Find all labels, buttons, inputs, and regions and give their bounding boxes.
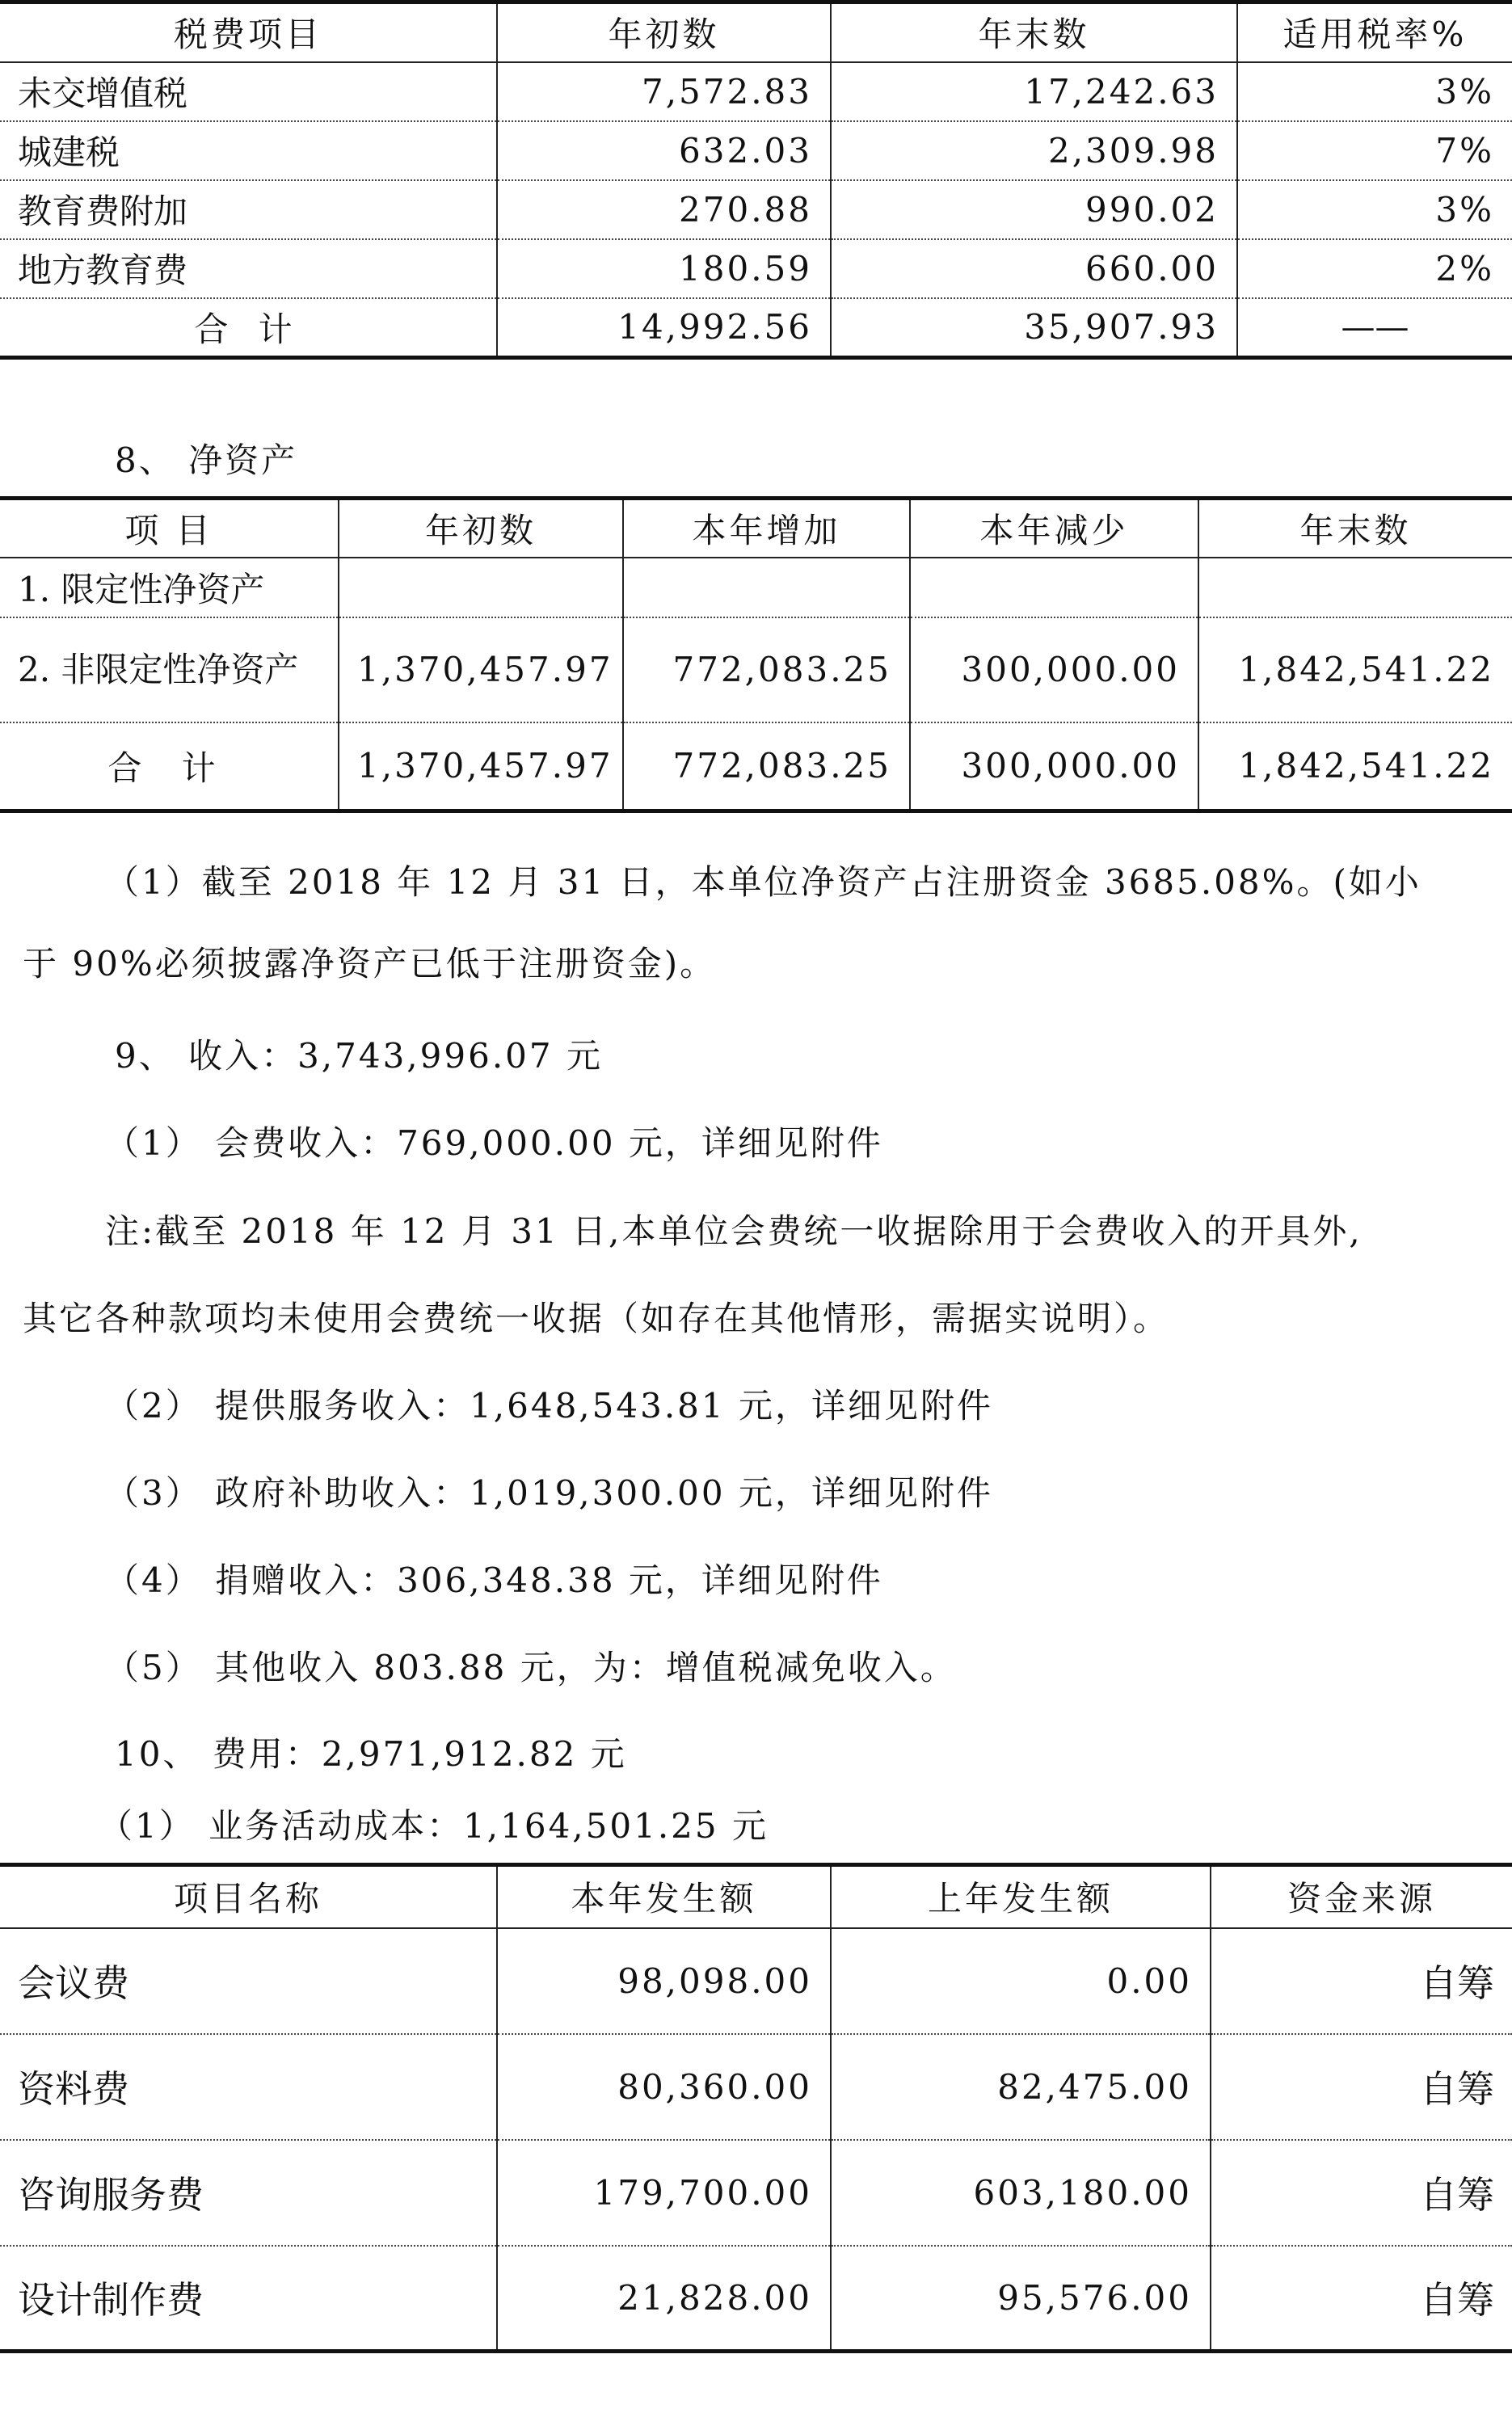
- cell: 21,828.00: [497, 2246, 831, 2352]
- col-header: 年末数: [831, 2, 1237, 62]
- col-header: 税费项目: [0, 2, 497, 62]
- cell: 合 计: [0, 722, 339, 811]
- cell: 14,992.56: [497, 298, 831, 358]
- cell: 7,572.83: [497, 62, 831, 121]
- cell: 7%: [1237, 121, 1512, 180]
- cell: 合 计: [0, 298, 497, 358]
- paragraph-line: （3） 政府补助收入：1,019,300.00 元，详细见附件: [105, 1473, 993, 1513]
- paragraph-line: 9、 收入：3,743,996.07 元: [115, 1036, 603, 1076]
- cell: [910, 558, 1198, 617]
- cell: 3%: [1237, 180, 1512, 239]
- col-header: 本年增加: [623, 499, 910, 558]
- cell: 自筹: [1211, 1928, 1512, 2034]
- cell: 179,700.00: [497, 2140, 831, 2246]
- col-header: 本年减少: [910, 499, 1198, 558]
- paragraph-line: 其它各种款项均未使用会费统一收据（如存在其他情形，需据实说明）。: [23, 1299, 1170, 1338]
- cell: 1. 限定性净资产: [0, 558, 339, 617]
- cell: 95,576.00: [831, 2246, 1211, 2352]
- tax-table: [0, 0, 1512, 360]
- table-total-row: [0, 298, 1512, 358]
- cell: 教育费附加: [0, 180, 497, 239]
- cell: 3%: [1237, 62, 1512, 121]
- cell: [339, 558, 623, 617]
- cell: 603,180.00: [831, 2140, 1211, 2246]
- cell: 300,000.00: [910, 722, 1198, 811]
- cell: 自筹: [1211, 2140, 1512, 2246]
- col-header: 年初数: [497, 2, 831, 62]
- paragraph-line: （1）截至 2018 年 12 月 31 日，本单位净资产占注册资金 3685.08%。(如小: [105, 862, 1421, 902]
- table-header-row: [0, 499, 1512, 558]
- cell: 设计制作费: [0, 2246, 497, 2352]
- col-header: 资金来源: [1211, 1865, 1512, 1928]
- col-header: 上年发生额: [831, 1865, 1211, 1928]
- col-header: 年初数: [339, 499, 623, 558]
- col-header: 本年发生额: [497, 1865, 831, 1928]
- cell: 地方教育费: [0, 239, 497, 298]
- cell: [623, 558, 910, 617]
- paragraph-line: （1） 业务活动成本：1,164,501.25 元: [99, 1806, 769, 1846]
- table-total-row: [0, 722, 1512, 811]
- table-row: [0, 121, 1512, 180]
- cell: 1,370,457.97: [339, 722, 623, 811]
- paragraph-line: （4） 捐赠收入：306,348.38 元，详细见附件: [105, 1560, 883, 1600]
- cell: 80,360.00: [497, 2034, 831, 2140]
- paragraph-line: 10、 费用：2,971,912.82 元: [115, 1734, 627, 1774]
- cell: 98,098.00: [497, 1928, 831, 2034]
- cell: 1,842,541.22: [1198, 722, 1512, 811]
- cost-table: [0, 1863, 1512, 2353]
- table-row: [0, 180, 1512, 239]
- cell: 772,083.25: [623, 617, 910, 722]
- cell: 自筹: [1211, 2246, 1512, 2352]
- table-row: [0, 2140, 1512, 2246]
- table-header-row: [0, 1865, 1512, 1928]
- cell: 1,370,457.97: [339, 617, 623, 722]
- cell: 2. 非限定性净资产: [0, 617, 339, 722]
- table-row: [0, 617, 1512, 722]
- cell: 2%: [1237, 239, 1512, 298]
- paragraph-line: （2） 提供服务收入：1,648,543.81 元，详细见附件: [105, 1386, 993, 1426]
- col-header: 年末数: [1198, 499, 1512, 558]
- net-assets-table: [0, 496, 1512, 813]
- cell: 660.00: [831, 239, 1237, 298]
- cell: 咨询服务费: [0, 2140, 497, 2246]
- table-row: [0, 62, 1512, 121]
- table-row: [0, 239, 1512, 298]
- cell: 17,242.63: [831, 62, 1237, 121]
- cell: 未交增值税: [0, 62, 497, 121]
- table-row: [0, 2246, 1512, 2352]
- cell: 自筹: [1211, 2034, 1512, 2140]
- table-row: [0, 2034, 1512, 2140]
- table-row: [0, 1928, 1512, 2034]
- cell: 资料费: [0, 2034, 497, 2140]
- cell: ——: [1237, 298, 1512, 358]
- cell: 632.03: [497, 121, 831, 180]
- cell: 990.02: [831, 180, 1237, 239]
- col-header: 项 目: [0, 499, 339, 558]
- cell: 2,309.98: [831, 121, 1237, 180]
- section-heading: 8、 净资产: [115, 440, 298, 480]
- cell: 270.88: [497, 180, 831, 239]
- cell: 会议费: [0, 1928, 497, 2034]
- cell: 城建税: [0, 121, 497, 180]
- cell: 300,000.00: [910, 617, 1198, 722]
- paragraph-line: （1） 会费收入：769,000.00 元，详细见附件: [105, 1123, 883, 1163]
- cell: 772,083.25: [623, 722, 910, 811]
- paragraph-line: （5） 其他收入 803.88 元，为：增值税减免收入。: [105, 1648, 957, 1687]
- paragraph-line: 注:截至 2018 年 12 月 31 日,本单位会费统一收据除用于会费收入的开具外,: [105, 1211, 1362, 1251]
- paragraph-line: 于 90%必须披露净资产已低于注册资金)。: [23, 944, 717, 983]
- cell: 82,475.00: [831, 2034, 1211, 2140]
- cell: 35,907.93: [831, 298, 1237, 358]
- col-header: 项目名称: [0, 1865, 497, 1928]
- cell: 1,842,541.22: [1198, 617, 1512, 722]
- cell: [1198, 558, 1512, 617]
- cell: 180.59: [497, 239, 831, 298]
- table-header-row: [0, 2, 1512, 62]
- cell: 0.00: [831, 1928, 1211, 2034]
- table-row: [0, 558, 1512, 617]
- col-header: 适用税率%: [1237, 2, 1512, 62]
